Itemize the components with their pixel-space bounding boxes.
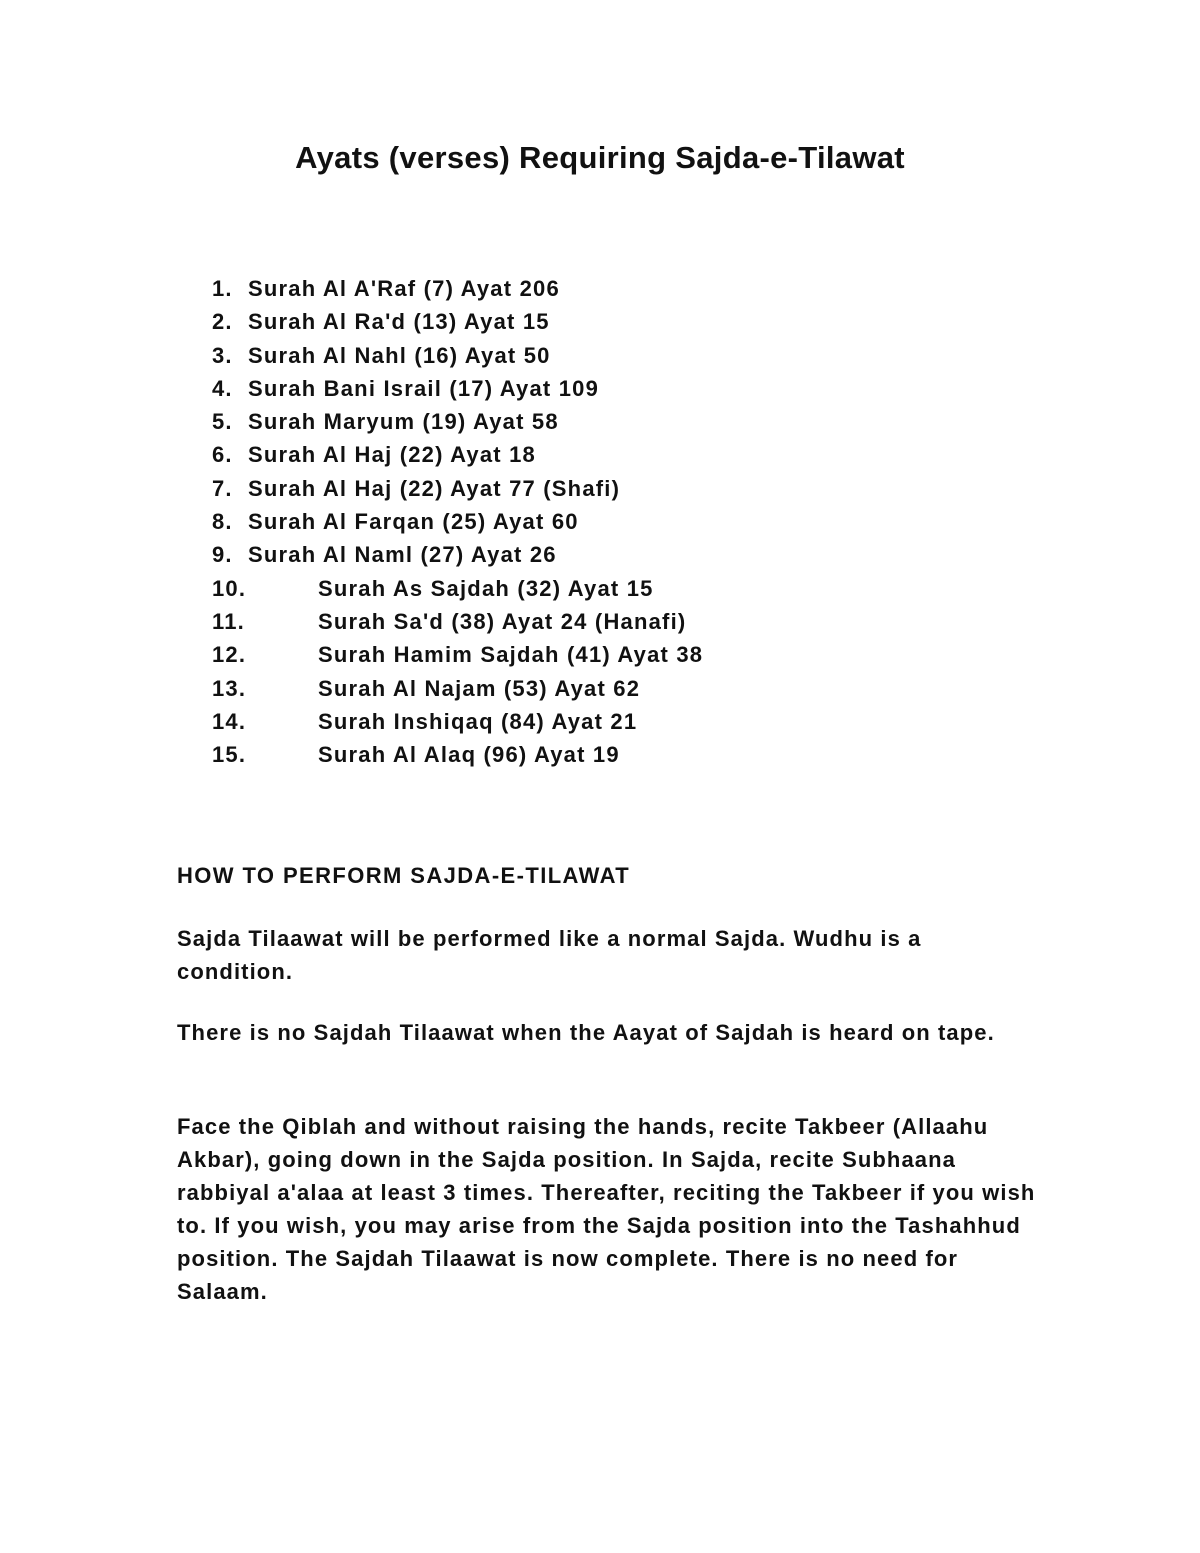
list-item-number: 2. <box>212 309 233 335</box>
list-item-number: 11. <box>212 608 245 634</box>
list-item-text: Surah Al Haj (22) Ayat 18 <box>248 442 536 468</box>
paragraph: Face the Qiblah and without raising the hands, recite Takbeer (Allaahu Akbar), going down in the Sajda position. In Sajda, recite Subhaana rabbiyal a'alaa at least 3 times. Thereafter, reciting the Takbeer if you wish to. If you wish, you may arise from the Sajda position into the Tashahhud position. The Sajdah Tilaawat is now complete. There is no need for Salaam. <box>177 1114 1036 1304</box>
list-item-number: 9. <box>212 542 233 568</box>
list-item-text: Surah Al Naml (27) Ayat 26 <box>248 542 557 568</box>
list-item <box>212 505 703 538</box>
list-item-number: 15. <box>212 742 247 768</box>
list-item <box>212 272 703 305</box>
list-item-text: Surah Al Farqan (25) Ayat 60 <box>248 509 579 535</box>
list-item <box>212 438 703 471</box>
list-item-number: 1. <box>212 276 233 301</box>
list-item-number: 12. <box>212 642 247 668</box>
paragraph: Sajda Tilaawat will be performed like a normal Sajda. Wudhu is a condition. <box>177 926 922 984</box>
list-item-text: Surah Al Najam (53) Ayat 62 <box>318 675 641 701</box>
verse-list <box>212 272 703 771</box>
list-item-number: 14. <box>212 708 247 734</box>
list-item-number: 3. <box>212 342 233 368</box>
section-heading: HOW TO PERFORM SAJDA-E-TILAWAT <box>177 863 631 888</box>
list-item <box>212 672 703 705</box>
list-item-number: 13. <box>212 675 247 701</box>
list-item-number: 6. <box>212 442 233 468</box>
page-title: Ayats (verses) Requiring Sajda-e-Tilawat <box>295 140 905 175</box>
list-item <box>212 572 703 605</box>
list-item-number: 7. <box>212 475 233 501</box>
list-item-number: 8. <box>212 509 233 535</box>
list-item-text: Surah Sa'd (38) Ayat 24 (Hanafi) <box>318 608 687 634</box>
list-item-number: 5. <box>212 409 233 435</box>
list-item-text: Surah Inshiqaq (84) Ayat 21 <box>318 708 638 734</box>
list-item <box>212 638 703 671</box>
list-item-text: Surah Al Ra'd (13) Ayat 15 <box>248 309 550 335</box>
list-item-text: Surah Al Haj (22) Ayat 77 (Shafi) <box>248 475 621 501</box>
list-item <box>212 738 703 771</box>
list-item-text: Surah Hamim Sajdah (41) Ayat 38 <box>318 642 704 668</box>
list-item <box>212 339 703 372</box>
list-item-text: Surah Al Alaq (96) Ayat 19 <box>318 742 620 768</box>
list-item-text: Surah Al Nahl (16) Ayat 50 <box>248 342 551 368</box>
paragraph: There is no Sajdah Tilaawat when the Aayat of Sajdah is heard on tape. <box>177 1020 995 1045</box>
list-item-number: 10. <box>212 575 247 601</box>
list-item <box>212 305 703 338</box>
list-item <box>212 472 703 505</box>
list-item <box>212 705 703 738</box>
list-item-text: Surah As Sajdah (32) Ayat 15 <box>318 575 654 601</box>
list-item-number: 4. <box>212 375 233 401</box>
list-item-text: Surah Bani Israil (17) Ayat 109 <box>248 375 600 401</box>
list-item-text: Surah Maryum (19) Ayat 58 <box>248 409 559 435</box>
list-item-text: Surah Al A'Raf (7) Ayat 206 <box>248 276 560 301</box>
list-item <box>212 372 703 405</box>
list-item <box>212 405 703 438</box>
list-item <box>212 605 703 638</box>
list-item <box>212 538 703 571</box>
